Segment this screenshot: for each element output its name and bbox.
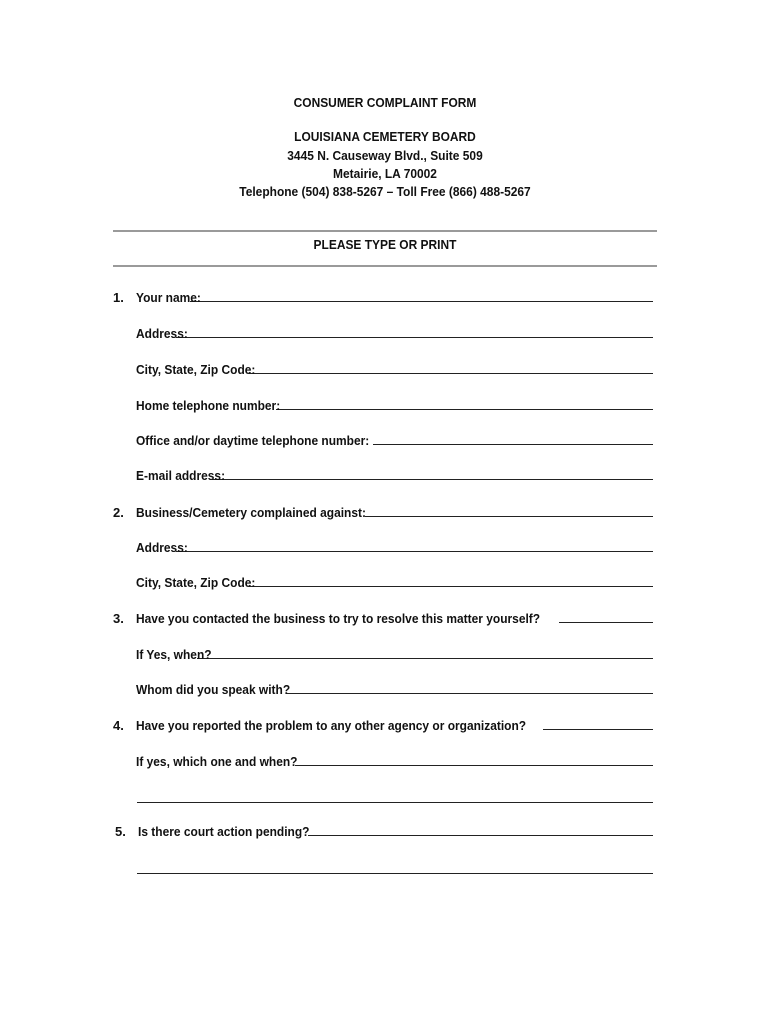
office-phone-field[interactable] (136, 433, 653, 448)
which-agency-line[interactable] (295, 754, 653, 766)
whom-spoke-line[interactable] (287, 682, 653, 694)
city-state-zip-label-1: City, State, Zip Code: (136, 362, 256, 377)
home-phone-label: Home telephone number: (136, 398, 281, 413)
court-action-extra-line[interactable] (137, 873, 653, 874)
office-phone-line[interactable] (373, 433, 653, 445)
your-name-line[interactable] (190, 290, 653, 302)
which-agency-field[interactable] (136, 754, 653, 769)
home-phone-field[interactable] (136, 398, 653, 413)
if-yes-when-line[interactable] (197, 647, 653, 659)
contacted-business-line[interactable] (559, 611, 653, 623)
which-agency-extra-line[interactable] (137, 802, 653, 803)
whom-spoke-field[interactable] (136, 682, 653, 697)
court-action-line[interactable] (308, 824, 653, 836)
city-state-zip-line-1[interactable] (249, 362, 653, 374)
your-name-field[interactable] (113, 290, 653, 305)
section-3-number: 3. (113, 611, 124, 626)
contacted-business-field[interactable] (113, 611, 653, 626)
city-state-zip-field-1[interactable] (136, 362, 653, 377)
whom-spoke-label: Whom did you speak with? (136, 682, 291, 697)
reported-agency-line[interactable] (543, 718, 653, 730)
address-label-1: Address: (136, 326, 188, 341)
your-name-label: Your name: (136, 290, 201, 305)
if-yes-when-field[interactable] (136, 647, 653, 662)
city-state-zip-line-2[interactable] (249, 575, 653, 587)
contacted-business-label: Have you contacted the business to try to resolve this matter yourself? (136, 611, 541, 626)
form-title: CONSUMER COMPLAINT FORM (293, 95, 477, 110)
org-name: LOUISIANA CEMETERY BOARD (294, 129, 476, 144)
section-5-number: 5. (115, 824, 126, 839)
divider-bottom (113, 265, 657, 267)
city-state-zip-label-2: City, State, Zip Code: (136, 575, 256, 590)
office-phone-label: Office and/or daytime telephone number: (136, 433, 370, 448)
email-line[interactable] (212, 468, 653, 480)
city-state-zip-field-2[interactable] (136, 575, 653, 590)
business-label: Business/Cemetery complained against: (136, 505, 366, 520)
address-label-2: Address: (136, 540, 188, 555)
address-line-1: 3445 N. Causeway Blvd., Suite 509 (287, 148, 483, 163)
address-field-1[interactable] (136, 326, 653, 341)
address-line-2: Metairie, LA 70002 (333, 166, 437, 181)
which-agency-label: If yes, which one and when? (136, 754, 298, 769)
business-line[interactable] (365, 505, 653, 517)
section-4-number: 4. (113, 718, 124, 733)
address-line-input-1[interactable] (176, 326, 653, 338)
divider-top (113, 230, 657, 232)
business-field[interactable] (113, 505, 653, 520)
court-action-field[interactable] (115, 824, 653, 839)
section-1-number: 1. (113, 290, 124, 305)
section-2-number: 2. (113, 505, 124, 520)
reported-agency-field[interactable] (113, 718, 653, 733)
email-field[interactable] (136, 468, 653, 483)
reported-agency-label: Have you reported the problem to any other agency or organization? (136, 718, 527, 733)
address-field-2[interactable] (136, 540, 653, 555)
instruction-text: PLEASE TYPE OR PRINT (313, 237, 457, 252)
email-label: E-mail address: (136, 468, 226, 483)
home-phone-line[interactable] (276, 398, 653, 410)
phone-line: Telephone (504) 838-5267 – Toll Free (866) 488-5267 (239, 184, 531, 199)
court-action-label: Is there court action pending? (138, 824, 310, 839)
if-yes-when-label: If Yes, when? (136, 647, 212, 662)
address-line-input-2[interactable] (176, 540, 653, 552)
